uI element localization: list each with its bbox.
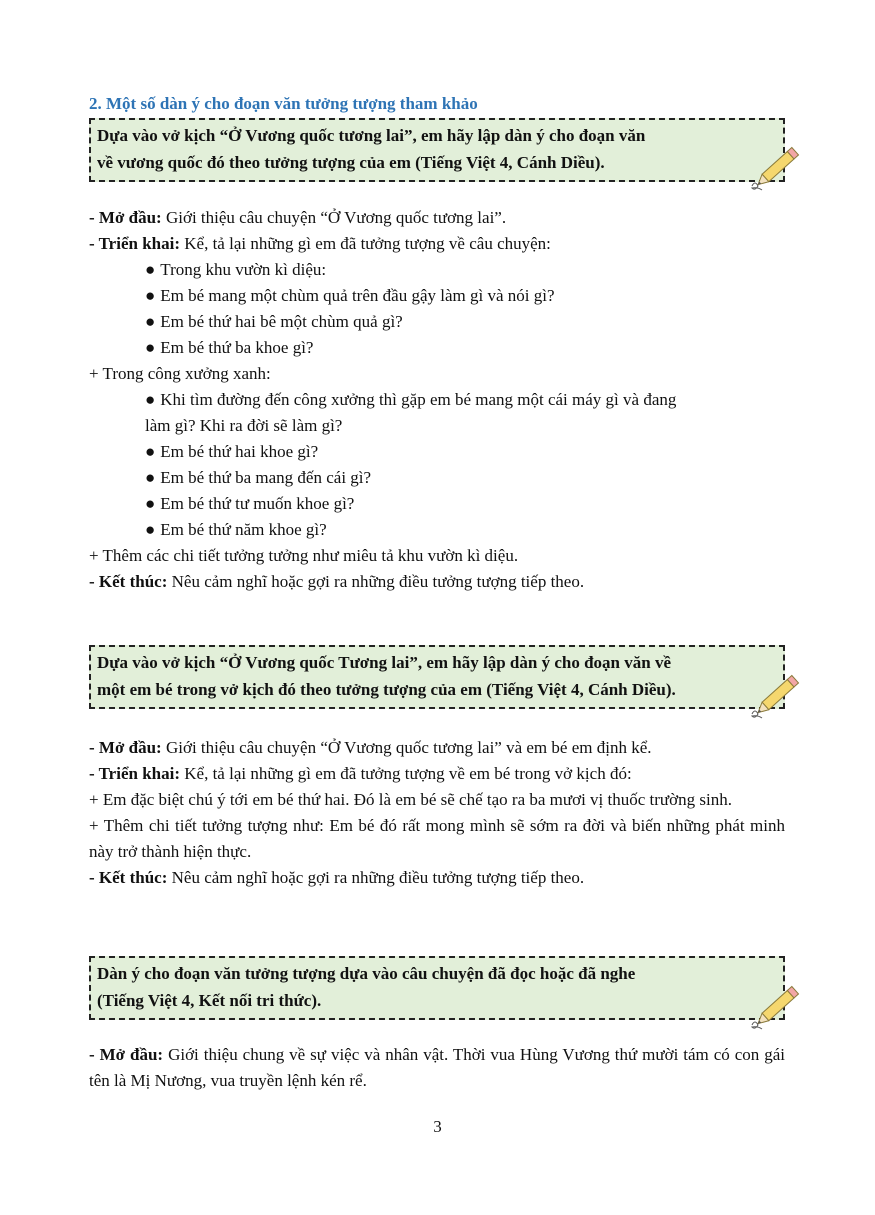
outline-1-body-text: Kể, tả lại những gì em đã tưởng tượng về câu chuyện: <box>180 234 551 253</box>
pencil-icon <box>748 985 808 1035</box>
outline-2 <box>89 735 785 891</box>
prompt-box-3 <box>89 956 785 1020</box>
outline-2-point-2: + Thêm chi tiết tưởng tượng như: Em bé đó rất mong mình sẽ sớm ra đời và biến những phát minh này trở thành hiện thực. <box>89 816 785 861</box>
outline-1-extra: + Thêm các chi tiết tưởng tưởng như miêu tả khu vườn kì diệu. <box>89 546 519 565</box>
list-item: ● Em bé thứ hai khoe gì? <box>145 442 319 461</box>
list-item: ● Em bé thứ ba mang đến cái gì? <box>145 468 372 487</box>
section-title: 2. Một số dàn ý cho đoạn văn tưởng tượng tham khảo <box>89 94 478 113</box>
list-item: ● Khi tìm đường đến công xưởng thì gặp em bé mang một cái máy gì và đang <box>145 390 677 409</box>
outline-3-opening-text: Giới thiệu chung về sự việc và nhân vật. Thời vua Hùng Vương thứ mười tám có con gái tên là Mị Nương, vua truyền lệnh kén rể. <box>89 1045 785 1090</box>
pencil-icon <box>748 146 808 196</box>
outline-2-body-text: Kể, tả lại những gì em đã tưởng tượng về em bé trong vở kịch đó: <box>180 764 632 783</box>
outline-3-opening-label: - Mở đầu: <box>89 1045 164 1064</box>
outline-1-ending-label: - Kết thúc: <box>89 572 168 591</box>
prompt-box-1-line-1: Dựa vào vở kịch “Ở Vương quốc tương lai”, em hãy lập dàn ý cho đoạn văn <box>97 126 646 145</box>
outline-1-opening-text: Giới thiệu câu chuyện “Ở Vương quốc tương lai”. <box>161 208 507 227</box>
pencil-icon <box>748 674 808 724</box>
prompt-box-3-line-1: Dàn ý cho đoạn văn tưởng tượng dựa vào câu chuyện đã đọc hoặc đã nghe <box>97 964 636 983</box>
prompt-box-2-line-1: Dựa vào vở kịch “Ở Vương quốc Tương lai”, em hãy lập dàn ý cho đoạn văn về <box>97 653 671 672</box>
prompt-box-2-line-2: một em bé trong vở kịch đó theo tưởng tượng của em (Tiếng Việt 4, Cánh Diều). <box>97 680 676 699</box>
outline-1-body-label: - Triển khai: <box>89 234 180 253</box>
outline-2-body-label: - Triển khai: <box>89 764 180 783</box>
outline-2-opening-label: - Mở đầu: <box>89 738 162 757</box>
workshop-heading: + Trong công xưởng xanh: <box>89 364 271 383</box>
outline-2-point-1: + Em đặc biệt chú ý tới em bé thứ hai. Đó là em bé sẽ chế tạo ra ba mươi vị thuốc trường sinh. <box>89 790 732 809</box>
list-item: ● Em bé thứ ba khoe gì? <box>145 338 314 357</box>
prompt-box-3-line-2: (Tiếng Việt 4, Kết nối tri thức). <box>97 991 322 1010</box>
outline-1-ending-text: Nêu cảm nghĩ hoặc gợi ra những điều tưởng tượng tiếp theo. <box>167 572 585 591</box>
prompt-box-1-line-2: về vương quốc đó theo tưởng tượng của em (Tiếng Việt 4, Cánh Diều). <box>97 153 605 172</box>
prompt-box-1 <box>89 118 785 182</box>
list-item: ● Trong khu vườn kì diệu: <box>145 260 327 279</box>
list-item: ● Em bé thứ hai bê một chùm quả gì? <box>145 312 403 331</box>
outline-2-opening-text: Giới thiệu câu chuyện “Ở Vương quốc tương lai” và em bé em định kể. <box>161 738 652 757</box>
outline-2-ending-label: - Kết thúc: <box>89 868 168 887</box>
outline-1 <box>89 205 785 595</box>
outline-3 <box>89 1042 785 1094</box>
prompt-box-2 <box>89 645 785 709</box>
list-item: ● Em bé mang một chùm quả trên đầu gậy làm gì và nói gì? <box>145 286 555 305</box>
list-item: ● Em bé thứ năm khoe gì? <box>145 520 327 539</box>
outline-1-opening-label: - Mở đầu: <box>89 208 162 227</box>
page-number: 3 <box>433 1117 442 1136</box>
list-item: ● Em bé thứ tư muốn khoe gì? <box>145 494 355 513</box>
list-item-continuation: làm gì? Khi ra đời sẽ làm gì? <box>145 416 343 435</box>
outline-2-ending-text: Nêu cảm nghĩ hoặc gợi ra những điều tưởng tượng tiếp theo. <box>167 868 585 887</box>
